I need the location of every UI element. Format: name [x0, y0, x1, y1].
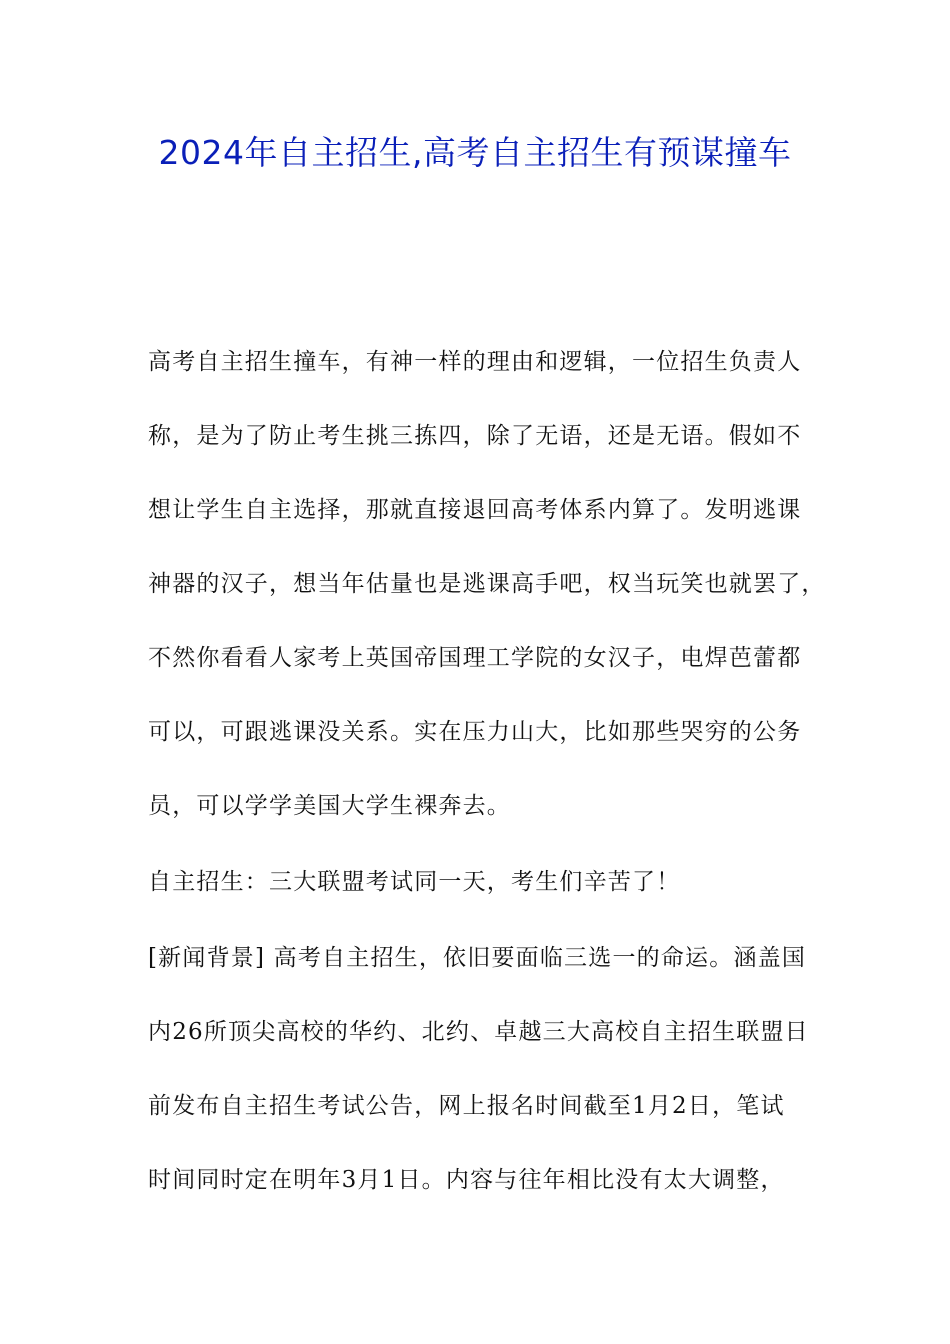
document-title: 2024年自主招生,高考自主招生有预谋撞车	[158, 133, 792, 172]
paragraph-line: 员，可以学学美国大学生裸奔去。	[148, 793, 511, 819]
paragraph-line: [新闻背景] 高考自主招生，依旧要面临三选一的命运。涵盖国	[148, 945, 807, 971]
paragraph-line: 高考自主招生撞车，有神一样的理由和逻辑，一位招生负责人	[148, 349, 802, 375]
paragraph-line: 神器的汉子，想当年估量也是逃课高手吧，权当玩笑也就罢了，	[148, 571, 826, 597]
paragraph-line: 可以，可跟逃课没关系。实在压力山大，比如那些哭穷的公务	[148, 719, 802, 745]
paragraph-line: 前发布自主招生考试公告，网上报名时间截至1月2日，笔试	[148, 1093, 785, 1119]
paragraph-line: 想让学生自主选择，那就直接退回高考体系内算了。发明逃课	[148, 497, 802, 523]
paragraph-line: 称，是为了防止考生挑三拣四，除了无语，还是无语。假如不	[148, 423, 802, 449]
paragraph-line: 内26所顶尖高校的华约、北约、卓越三大高校自主招生联盟日	[148, 1019, 809, 1045]
paragraph-line: 时间同时定在明年3月1日。内容与往年相比没有太大调整，	[148, 1167, 785, 1193]
paragraph-line: 不然你看看人家考上英国帝国理工学院的女汉子，电焊芭蕾都	[148, 645, 802, 671]
paragraph-line: 自主招生：三大联盟考试同一天，考生们辛苦了！	[148, 869, 681, 895]
